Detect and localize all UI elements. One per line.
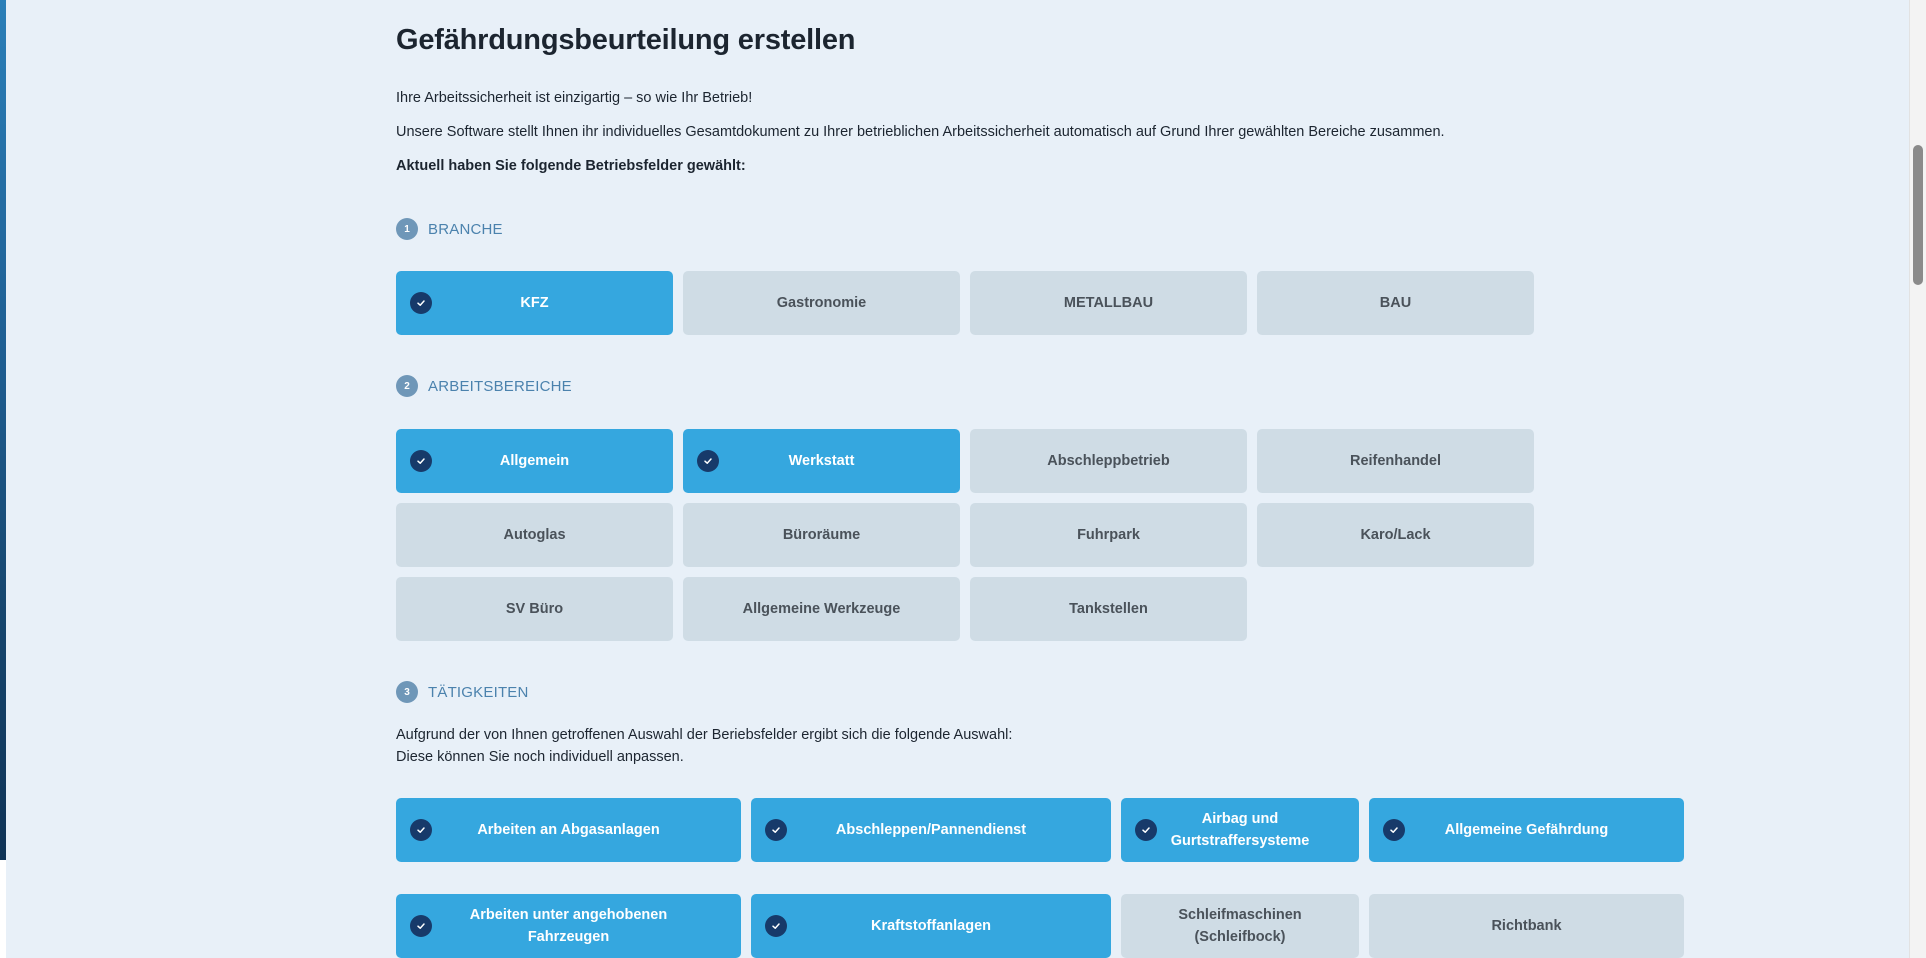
taetigkeit-option-label: Arbeiten an Abgasanlagen <box>477 822 660 838</box>
taetigkeit-option-label: Airbag und Gurtstraffersysteme <box>1170 811 1310 849</box>
arbeitsbereich-option-label: SV Büro <box>505 601 564 617</box>
arbeitsbereich-option-label: Autoglas <box>503 527 566 543</box>
section-branche-header <box>396 218 503 240</box>
page-title: Gefährdungsbeurteilung erstellen <box>396 24 856 56</box>
branche-option-label: BAU <box>1379 295 1412 311</box>
taetigkeit-option[interactable] <box>1121 894 1359 958</box>
arbeitsbereich-option[interactable] <box>683 577 960 641</box>
arbeitsbereich-option[interactable] <box>683 429 960 493</box>
intro-text: Ihre Arbeitssicherheit ist einzigartig – so wie Ihr Betrieb! <box>396 90 753 106</box>
taetigkeit-option-label: Schleifmaschinen (Schleifbock) <box>1178 907 1302 945</box>
taetigkeit-option[interactable] <box>1369 798 1684 862</box>
step-number-3: 3 <box>396 681 418 703</box>
taetigkeit-option[interactable] <box>1369 894 1684 958</box>
vertical-scrollbar[interactable] <box>1909 0 1926 958</box>
taetigkeit-option[interactable] <box>751 798 1111 862</box>
background-image-edge <box>0 0 6 860</box>
branche-option[interactable] <box>1257 271 1534 335</box>
branche-option-label: METALLBAU <box>1063 295 1154 311</box>
check-icon <box>410 292 432 314</box>
check-icon <box>765 915 787 937</box>
scrollbar-thumb[interactable] <box>1913 145 1923 285</box>
arbeitsbereich-option-label: Reifenhandel <box>1349 453 1442 469</box>
check-icon <box>697 450 719 472</box>
check-icon <box>1383 819 1405 841</box>
step-number-2: 2 <box>396 375 418 397</box>
arbeitsbereich-option-label: Tankstellen <box>1069 601 1148 617</box>
arbeitsbereich-option[interactable] <box>683 503 960 567</box>
branche-option[interactable] <box>396 271 673 335</box>
branche-option[interactable] <box>970 271 1247 335</box>
section-arbeitsbereiche-header <box>396 375 572 397</box>
taetigkeiten-options <box>396 798 1684 958</box>
arbeitsbereich-option[interactable] <box>1257 429 1534 493</box>
arbeitsbereich-option[interactable] <box>396 429 673 493</box>
taetigkeiten-hint: Diese können Sie noch individuell anpassen. <box>396 749 684 765</box>
taetigkeit-option-label: Arbeiten unter angehobenen Fahrzeugen <box>469 907 668 945</box>
taetigkeit-option[interactable] <box>751 894 1111 958</box>
taetigkeit-option[interactable] <box>396 894 741 958</box>
taetigkeit-option-label: Kraftstoffanlagen <box>870 918 992 934</box>
page-margin <box>0 860 6 958</box>
taetigkeit-option-label: Allgemeine Gefährdung <box>1444 822 1609 838</box>
arbeitsbereich-option[interactable] <box>970 577 1247 641</box>
taetigkeit-option[interactable] <box>1121 798 1359 862</box>
taetigkeit-option[interactable] <box>396 798 741 862</box>
branche-option[interactable] <box>683 271 960 335</box>
check-icon <box>765 819 787 841</box>
section-label-branche: BRANCHE <box>428 220 503 238</box>
arbeitsbereich-option[interactable] <box>970 429 1247 493</box>
section-label-arbeitsbereiche: ARBEITSBEREICHE <box>428 377 572 395</box>
arbeitsbereich-option-label: Abschleppbetrieb <box>1047 453 1170 469</box>
check-icon <box>410 819 432 841</box>
arbeitsbereiche-options <box>396 429 1534 641</box>
arbeitsbereich-option[interactable] <box>970 503 1247 567</box>
check-icon <box>1135 819 1157 841</box>
arbeitsbereich-option-label: Werkstatt <box>788 453 855 469</box>
arbeitsbereich-option-label: Allgemeine Werkzeuge <box>742 601 901 617</box>
taetigkeit-option-label: Abschleppen/Pannendienst <box>835 822 1027 838</box>
check-icon <box>410 915 432 937</box>
arbeitsbereich-option-label: Büroräume <box>782 527 861 543</box>
description-text: Unsere Software stellt Ihnen ihr individuelles Gesamtdokument zu Ihrer betrieblichen Arbeitssicherheit automatisch auf Grund Ihrer gewählten Bereiche zusammen. <box>396 124 1445 140</box>
arbeitsbereich-option-label: Allgemein <box>499 453 570 469</box>
arbeitsbereich-option-label: Karo/Lack <box>1360 527 1431 543</box>
section-taetigkeiten-header <box>396 681 529 703</box>
arbeitsbereich-option[interactable] <box>1257 503 1534 567</box>
section-label-taetigkeiten: TÄTIGKEITEN <box>428 683 529 701</box>
branche-options <box>396 271 1534 335</box>
selection-heading: Aktuell haben Sie folgende Betriebsfelder gewählt: <box>396 158 746 174</box>
branche-option-label: Gastronomie <box>776 295 867 311</box>
arbeitsbereich-option[interactable] <box>396 577 673 641</box>
taetigkeiten-text: Aufgrund der von Ihnen getroffenen Auswahl der Beriebsfelder ergibt sich die folgende Auswahl: <box>396 727 1013 743</box>
step-number-1: 1 <box>396 218 418 240</box>
arbeitsbereich-option[interactable] <box>396 503 673 567</box>
arbeitsbereich-option-label: Fuhrpark <box>1077 527 1140 543</box>
check-icon <box>410 450 432 472</box>
taetigkeit-option-label: Richtbank <box>1491 918 1562 934</box>
branche-option-label: KFZ <box>520 295 549 311</box>
